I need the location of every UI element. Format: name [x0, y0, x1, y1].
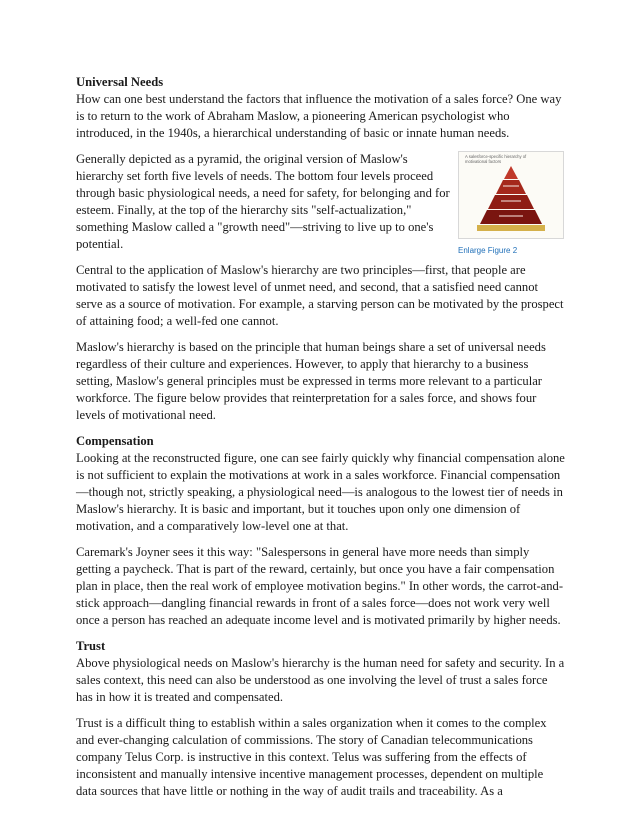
paragraph: Caremark's Joyner sees it this way: "Salespersons in general have more needs than simply getting a paycheck. That is part of the reward, certainly, but once you have a fair compensation plan in place, then the real work of employee motivation begins." In other words, the carrot-and-stick approach—dangling financial rewards in front of a sales force—does not work very well once a person has reached an adequate income level and is motivated primarily by higher needs. [76, 545, 564, 627]
paragraph: Generally depicted as a pyramid, the original version of Maslow's hierarchy set forth five levels of needs. The bottom four levels proceed through basic physiological needs, a need for safety, for belonging and for esteem. Finally, at the top of the hierarchy sits "self-actualization," something Maslow called a "growth need"—striving to live up to one's potential. [76, 152, 450, 251]
paragraph: Above physiological needs on Maslow's hierarchy is the human need for safety and security. In a sales context, this need can also be understood as one involving the level of trust a sales force has in how it is treated and compensated. [76, 656, 565, 704]
pyramid-base-band [477, 225, 545, 231]
section-heading-trust: Trust [76, 639, 106, 653]
pyramid-graphic [459, 152, 563, 238]
section-heading-universal-needs: Universal Needs [76, 75, 164, 89]
paragraph: Looking at the reconstructed figure, one can see fairly quickly why financial compensation alone is not sufficient to explain the motivations at work in a sales workforce. Financial compensation—though not, strictly speaking, a physiological need—is analogous to the lowest tier of needs in Maslow's hierarchy. It is basic and important, but it touches upon only one dimension of motivation, and a comparatively low-level one at that. [76, 451, 565, 533]
pyramid-tier-top [504, 166, 518, 179]
document-page [76, 74, 566, 809]
paragraph: Maslow's hierarchy is based on the principle that human beings share a set of universal needs regardless of their culture and experiences. However, to apply that hierarchy to a business setting, Maslow's general principles must be expressed in terms more relevant to a particular workforce. The figure below provides that reinterpretation for a sales force, and shows four levels of motivational need. [76, 340, 546, 422]
enlarge-figure-link[interactable]: Enlarge Figure 2 [458, 246, 518, 255]
figure-caption: A salesforce-specific hierarchy of motivational factors [465, 154, 527, 164]
paragraph: How can one best understand the factors that influence the motivation of a sales force? One way is to return to the work of Abraham Maslow, a pioneering American psychologist who introduced, in the 1940s, a hierarchical understanding of basic or innate human needs. [76, 92, 562, 140]
figure-thumbnail[interactable] [458, 151, 564, 239]
paragraph: Trust is a difficult thing to establish within a sales organization when it comes to the complex and ever-changing calculation of commissions. The story of Canadian telecommunications company Telus Corp. is instructive in this context. Telus was suffering from the effects of inconsistent and manually intensive incentive management processes, dependent on multiple data sources that have little or nothing in the way of audit trails and traceability. As a [76, 716, 547, 798]
paragraph: Central to the application of Maslow's hierarchy are two principles—first, that people are motivated to satisfy the lowest level of unmet need, and second, that a satisfied need cannot serve as a source of motivation. For example, a starving person can be motivated by the prospect of attaining food; a well-fed one cannot. [76, 263, 564, 328]
section-heading-compensation: Compensation [76, 434, 154, 448]
figure-2 [458, 151, 566, 258]
